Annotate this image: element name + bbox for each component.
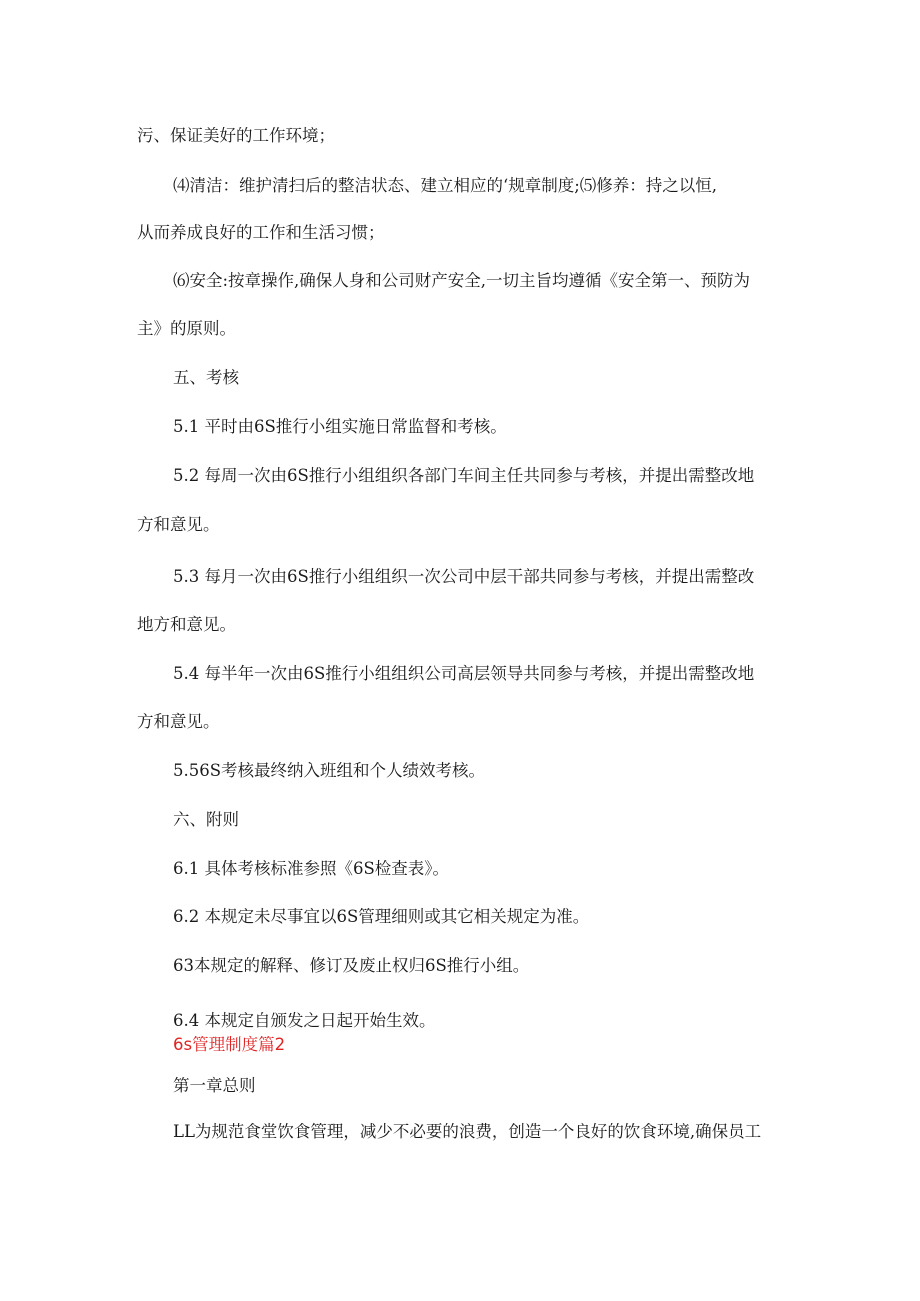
section-heading: 六、附则 <box>173 810 239 829</box>
paragraph-line: 方和意见。 <box>137 515 220 534</box>
article-title: 6s管理制度篇2 <box>173 1035 286 1054</box>
clause-line: 5.3 每月一次由6S推行小组组织一次公司中层干部共同参与考核，并提出需整改 <box>173 567 755 586</box>
paragraph-line: 污、保证美好的工作环境； <box>137 126 335 145</box>
clause-line: 6.2 本规定未尽事宜以6S管理细则或其它相关规定为准。 <box>173 907 590 926</box>
paragraph-line: LL为规范食堂饮食管理，减少不必要的浪费，创造一个良好的饮食环境,确保员工 <box>173 1122 762 1141</box>
clause-line: 5.1 平时由6S推行小组实施日常监督和考核。 <box>173 417 507 436</box>
chapter-heading: 第一章总则 <box>173 1076 256 1095</box>
clause-line: 63本规定的解释、修订及废止权归6S推行小组。 <box>173 956 530 975</box>
paragraph-line: 方和意见。 <box>137 712 220 731</box>
paragraph-line: 地方和意见。 <box>137 615 236 634</box>
clause-line: 5.56S考核最终纳入班组和个人绩效考核。 <box>173 761 486 780</box>
clause-line: 6.4 本规定自颁发之日起开始生效。 <box>173 1011 436 1030</box>
clause-line: 5.2 每周一次由6S推行小组组织各部门车间主任共同参与考核，并提出需整改地 <box>173 466 755 485</box>
paragraph-line: ⑹安全:按章操作,确保人身和公司财产安全,一切主旨均遵循《安全第一、预防为 <box>173 271 751 290</box>
paragraph-line: 主》的原则。 <box>137 319 236 338</box>
section-heading: 五、考核 <box>173 368 239 387</box>
clause-line: 5.4 每半年一次由6S推行小组组织公司高层领导共同参与考核，并提出需整改地 <box>173 664 755 683</box>
paragraph-line: 从而养成良好的工作和生活习惯； <box>137 223 385 242</box>
clause-line: 6.1 具体考核标准参照《6S检查表》。 <box>173 859 450 878</box>
paragraph-line: ⑷清洁：维护清扫后的整洁状态、建立相应的‘规章制度;⑸修养：持之以恒, <box>173 176 718 195</box>
